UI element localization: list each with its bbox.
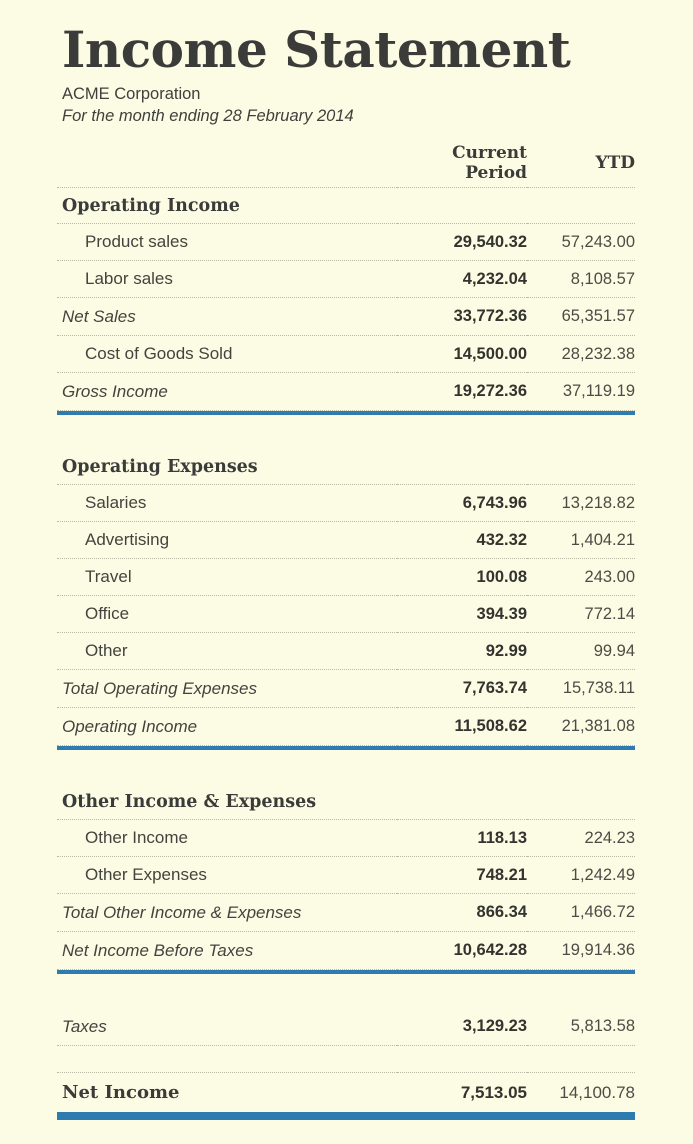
row-current-period-value: 394.39 [397,596,527,633]
row-label: Operating Income [57,708,397,746]
section-header-row [57,784,635,820]
page-title: Income Statement [62,20,571,79]
row-label: Taxes [57,1008,397,1046]
net-income-current-period-value: 7,513.05 [460,1082,527,1102]
accent-rule-cell [57,1112,635,1120]
row-ytd-value: 99.94 [527,633,635,670]
row-ytd-value: 19,914.36 [527,932,635,970]
row-ytd-value: 8,108.57 [527,261,635,298]
spacer-cell [57,1046,635,1073]
subtotal-row [57,1008,635,1046]
row-current-period-value: 3,129.23 [397,1008,527,1046]
row-label: Gross Income [57,373,397,411]
column-header-label [57,143,397,188]
row-ytd-value: 772.14 [527,596,635,633]
table-row [57,559,635,596]
row-ytd-value: 65,351.57 [527,298,635,336]
row-current-period-value: 92.99 [397,633,527,670]
subtotal-row [57,708,635,746]
row-current-period-value: 866.34 [397,894,527,932]
row-current-period-value: 118.13 [397,820,527,857]
section-header-row [57,449,635,485]
section-header-label: Other Income & Expenses [57,784,635,820]
row-ytd-value: 1,242.49 [527,857,635,894]
table-row [57,820,635,857]
column-header-current-period: Current Period [397,143,527,188]
row-current-period-value: 33,772.36 [397,298,527,336]
subtotal-row [57,894,635,932]
document-header [0,0,693,127]
row-label: Advertising [57,522,397,559]
row-label: Labor sales [57,261,397,298]
row-label: Other Expenses [57,857,397,894]
row-label: Total Operating Expenses [57,670,397,708]
section-spacer [57,1046,635,1073]
row-ytd-value: 37,119.19 [527,373,635,411]
row-current-period-value: 100.08 [397,559,527,596]
row-label: Total Other Income & Expenses [57,894,397,932]
subtotal-row [57,932,635,970]
section-spacer [57,974,635,1008]
spacer-cell [57,974,635,1008]
table-row [57,224,635,261]
row-ytd-value: 224.23 [527,820,635,857]
section-header-row [57,188,635,224]
row-ytd-value: 13,218.82 [527,485,635,522]
blue-divider-thick [57,1112,635,1120]
row-label: Salaries [57,485,397,522]
row-current-period-value: 6,743.96 [397,485,527,522]
row-ytd-value: 1,404.21 [527,522,635,559]
table-row [57,485,635,522]
subtotal-row [57,670,635,708]
spacer-cell [57,415,635,449]
net-income-ytd-value: 14,100.78 [559,1082,635,1102]
reporting-period: For the month ending 28 February 2014 [62,107,354,125]
table-header-row [57,143,635,188]
statement-table-wrapper [0,143,693,1120]
table-row [57,261,635,298]
company-name: ACME Corporation [62,85,201,103]
column-header-ytd: YTD [527,143,635,188]
row-current-period-value: 7,763.74 [397,670,527,708]
table-row [57,336,635,373]
row-ytd-value: 28,232.38 [527,336,635,373]
row-current-period-value: 19,272.36 [397,373,527,411]
subtotal-row [57,298,635,336]
row-ytd-value: 21,381.08 [527,708,635,746]
net-income-row [57,1073,635,1113]
row-label: Cost of Goods Sold [57,336,397,373]
net-income-accent-rule [57,1112,635,1120]
row-label: Travel [57,559,397,596]
table-row [57,633,635,670]
income-statement-table [57,143,635,1120]
row-current-period-value: 432.32 [397,522,527,559]
row-current-period-value: 4,232.04 [397,261,527,298]
row-ytd-value: 5,813.58 [527,1008,635,1046]
section-header-label: Operating Expenses [57,449,635,485]
row-label: Net Sales [57,298,397,336]
row-ytd-value: 57,243.00 [527,224,635,261]
row-current-period-value: 11,508.62 [397,708,527,746]
net-income-label: Net Income [62,1082,180,1103]
row-ytd-value: 243.00 [527,559,635,596]
spacer-cell [57,750,635,784]
row-label: Product sales [57,224,397,261]
row-current-period-value: 10,642.28 [397,932,527,970]
row-label: Office [57,596,397,633]
row-current-period-value: 29,540.32 [397,224,527,261]
table-row [57,596,635,633]
subtotal-row [57,373,635,411]
row-current-period-value: 14,500.00 [397,336,527,373]
section-header-label: Operating Income [57,188,635,224]
row-ytd-value: 1,466.72 [527,894,635,932]
row-ytd-value: 15,738.11 [527,670,635,708]
row-current-period-value: 748.21 [397,857,527,894]
section-spacer [57,415,635,449]
table-row [57,857,635,894]
row-label: Other [57,633,397,670]
section-spacer [57,750,635,784]
row-label: Other Income [57,820,397,857]
row-label: Net Income Before Taxes [57,932,397,970]
table-row [57,522,635,559]
